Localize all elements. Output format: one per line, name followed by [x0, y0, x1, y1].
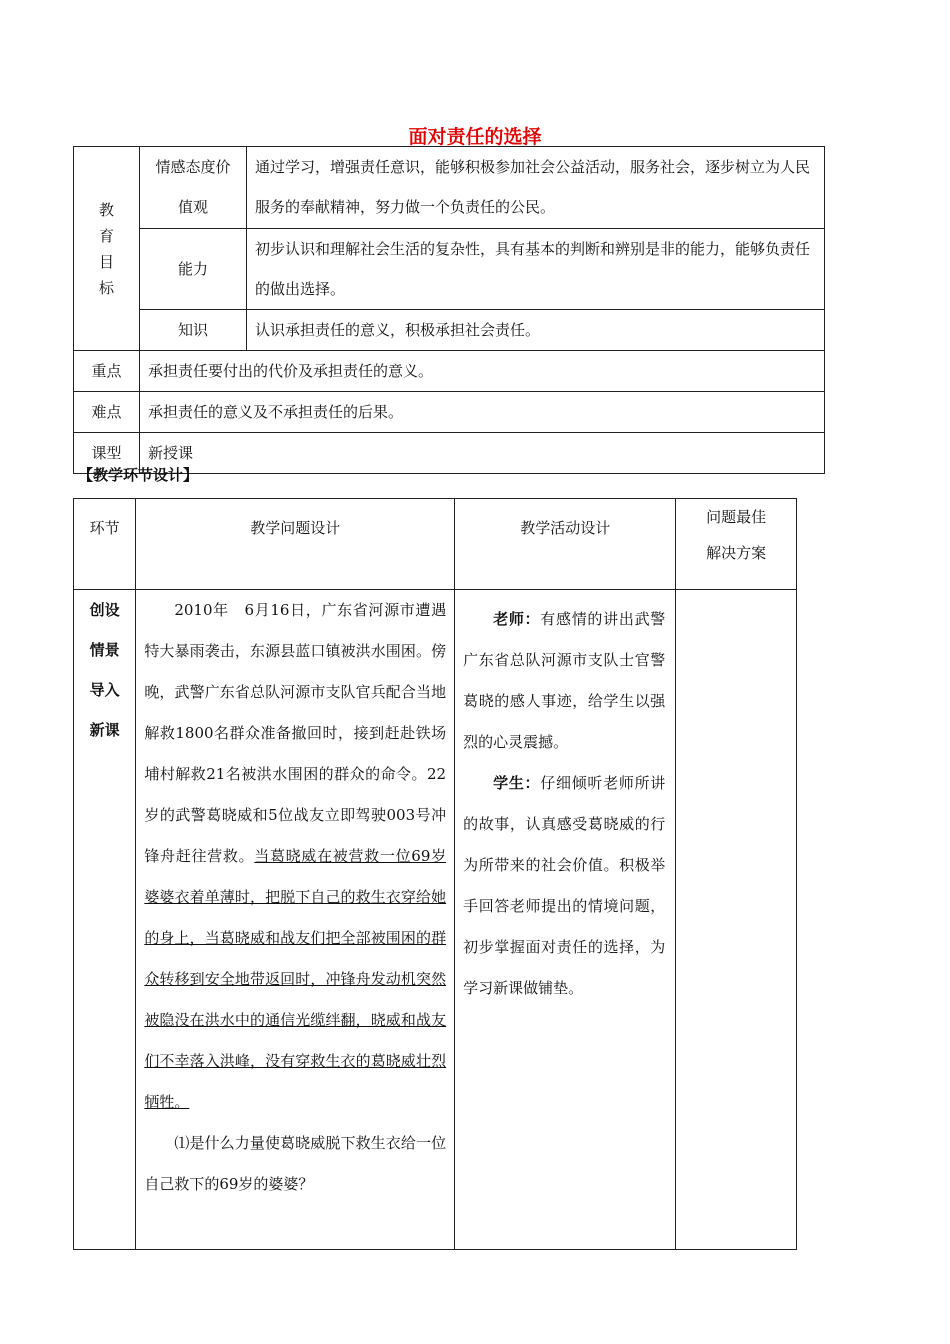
student-activity: 学生：仔细倾听老师所讲的故事，认真感受葛晓威的行为所带来的社会价值。积极举手回答老师提出的情境问题，初步掌握面对责任的选择，为学习新课做铺垫。	[463, 774, 666, 997]
attitude-label: 情感态度价 值观	[140, 147, 247, 229]
ability-label: 能力	[140, 229, 247, 310]
lesson-type-label: 课型	[74, 433, 140, 474]
teacher-activity: 老师：有感情的讲出武警广东省总队河源市支队士官警葛晓的感人事迹，给学生以强烈的心灵震撼。	[463, 610, 666, 751]
lesson-type-content: 新授课	[140, 433, 825, 474]
knowledge-content: 认识承担责任的意义，积极承担社会责任。	[247, 310, 825, 351]
design-table	[73, 498, 797, 1250]
stage-name: 创设 情景 导入 新课	[74, 590, 136, 1250]
solution-header: 问题最佳 解决方案	[676, 499, 797, 590]
solution-cell	[676, 590, 797, 1250]
ability-content: 初步认识和理解社会生活的复杂性，具有基本的判断和辨别是非的能力，能够负责任的做出选择。	[247, 229, 825, 310]
attitude-content: 通过学习，增强责任意识，能够积极参加社会公益活动，服务社会，逐步树立为人民服务的奉献精神，努力做一个负责任的公民。	[247, 147, 825, 229]
section-heading: 【教学环节设计】	[78, 466, 199, 484]
activity-design-cell	[455, 590, 676, 1250]
knowledge-label: 知识	[140, 310, 247, 351]
activity-header: 教学活动设计	[455, 499, 676, 590]
key-point-label: 重点	[74, 351, 140, 392]
objectives-table	[73, 146, 825, 474]
difficulty-label: 难点	[74, 392, 140, 433]
question-header: 教学问题设计	[136, 499, 455, 590]
page-title: 面对责任的选择	[408, 126, 542, 148]
story-underlined: 当葛晓威在被营救一位69岁婆婆衣着单薄时，把脱下自己的救生衣穿给她的身上，当葛晓威和战友们把全部被围困的群众转移到安全地带返回时，冲锋舟发动机突然被隐没在洪水中的通信光缆绊翻，晓威和战友们不幸落入洪峰，没有穿救生衣的葛晓威壮烈牺牲。	[144, 847, 447, 1111]
design-body-row	[74, 590, 797, 1250]
key-point-content: 承担责任要付出的代价及承担责任的意义。	[140, 351, 825, 392]
design-header-row	[74, 499, 797, 590]
objectives-group-label: 教 育 目 标	[74, 147, 140, 351]
question-1: ⑴是什么力量使葛晓威脱下救生衣给一位自己救下的69岁的婆婆？	[144, 1134, 447, 1193]
story-paragraph: 2010年 6月16日，广东省河源市遭遇特大暴雨袭击，东源县蓝口镇被洪水围困。傍晚，武警广东省总队河源市支队官兵配合当地解救1800名群众准备撤回时，接到赶赴铁场埔村解救21名被洪水围困的群众的命令。22岁的武警葛晓威和5位战友立即驾驶003号冲锋舟赶往营救。当葛晓威在被营救一位69岁婆婆衣着单薄时，把脱下自己的救生衣穿给她的身上，当葛晓威和战友们把全部被围困的群众转移到安全地带返回时，冲锋舟发动机突然被隐没在洪水中的通信光缆绊翻，晓威和战友们不幸落入洪峰，没有穿救生衣的葛晓威壮烈牺牲。	[144, 601, 447, 1111]
difficulty-content: 承担责任的意义及不承担责任的后果。	[140, 392, 825, 433]
question-design-cell	[136, 590, 455, 1250]
stage-header: 环节	[74, 499, 136, 590]
